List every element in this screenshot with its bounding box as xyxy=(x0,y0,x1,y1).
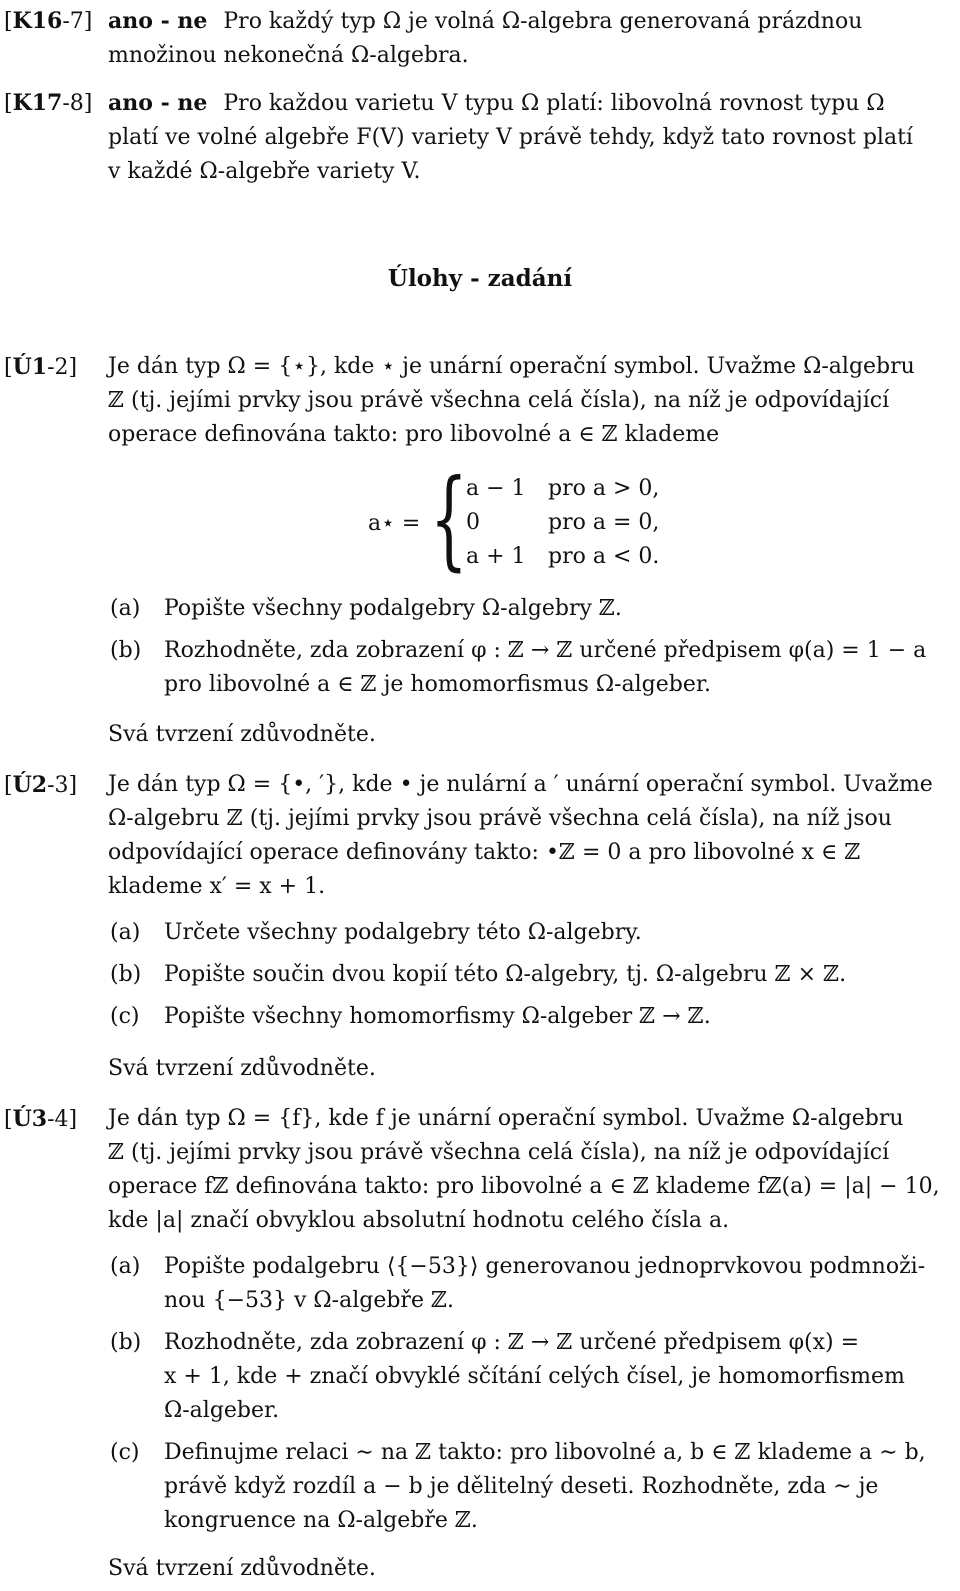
subtask-label: (b) xyxy=(110,638,142,663)
subtask-text: Popište všechny homomorfismy Ω-algeber ℤ → ℤ. xyxy=(164,1004,711,1029)
case-row xyxy=(466,506,660,540)
task-text-line: ℤ (tj. jejími prvky jsou právě všechna celá čísla), na níž je odpovídající xyxy=(108,1140,890,1165)
subtask-u1-b xyxy=(110,634,950,702)
subtask-text-line: Ω-algeber. xyxy=(164,1398,280,1423)
task-tag: [Ú2-3] xyxy=(4,772,78,798)
piecewise-definition xyxy=(368,457,768,582)
subtask-text-line: x + 1, kde + značí obvyklé sčítání celých čísel, je homomorfismem xyxy=(164,1364,905,1389)
subtask-label: (c) xyxy=(110,1004,140,1029)
subtask-label: (c) xyxy=(110,1440,140,1465)
question-text-line: Pro každou varietu V typu Ω platí: libovolná rovnost typu Ω xyxy=(223,91,885,116)
task-text-line: klademe x′ = x + 1. xyxy=(108,874,326,899)
subtask-label: (b) xyxy=(110,962,142,987)
task-text-line: kde |a| značí obvyklou absolutní hodnotu celého čísla a. xyxy=(108,1208,730,1233)
task-text-line: odpovídající operace definovány takto: •ℤ = 0 a pro libovolné x ∈ ℤ xyxy=(108,840,861,865)
case-expression: 0 xyxy=(466,510,480,535)
case-row xyxy=(466,540,660,574)
question-points: -7] xyxy=(62,9,93,34)
subtask-u3-b xyxy=(110,1326,950,1428)
task-u2 xyxy=(4,768,954,904)
task-text-line: ℤ (tj. jejími prvky jsou právě všechna celá čísla), na níž je odpovídající xyxy=(108,388,890,413)
subtask-text-line: pro libovolné a ∈ ℤ je homomorfismus Ω-algeber. xyxy=(164,672,711,697)
left-brace: { xyxy=(430,457,468,582)
task-text-line: operace fℤ definována takto: pro libovolné a ∈ ℤ klademe fℤ(a) = |a| − 10, xyxy=(108,1174,940,1199)
subtask-u3-a xyxy=(110,1250,950,1318)
case-condition: pro a < 0. xyxy=(548,544,660,569)
subtask-text-line: nou {−53} v Ω-algebře ℤ. xyxy=(164,1288,455,1313)
question-k16 xyxy=(4,4,954,73)
subtask-text: Popište všechny podalgebry Ω-algebry ℤ. xyxy=(164,596,622,621)
case-row xyxy=(466,472,660,506)
task-number: Ú2 xyxy=(12,772,48,798)
subtask-u1-a xyxy=(110,592,950,626)
task-tag: [Ú3-4] xyxy=(4,1106,78,1132)
question-tag: [K17-8] xyxy=(4,90,93,116)
subtask-u2-a xyxy=(110,916,950,950)
task-text-line: Ω-algebru ℤ (tj. jejími prvky jsou právě všechna celá čísla), na níž jsou xyxy=(108,806,892,831)
subtask-text-line: Definujme relaci ∼ na ℤ takto: pro libovolné a, b ∈ ℤ klademe a ∼ b, xyxy=(164,1440,926,1465)
task-points: -4] xyxy=(47,1107,78,1132)
task-text-line: Je dán typ Ω = {f}, kde f je unární operační symbol. Uvažme Ω-algebru xyxy=(108,1106,904,1131)
subtask-text-line: Rozhodněte, zda zobrazení φ : ℤ → ℤ určené předpisem φ(x) = xyxy=(164,1330,860,1355)
task-text-line: operace definována takto: pro libovolné a ∈ ℤ klademe xyxy=(108,422,720,447)
task-points: -2] xyxy=(47,355,78,380)
justify-note: Svá tvrzení zdůvodněte. xyxy=(108,722,376,747)
question-text-line: Pro každý typ Ω je volná Ω-algebra generovaná prázdnou xyxy=(223,9,863,34)
subtask-label: (a) xyxy=(110,596,141,621)
question-text-line: množinou nekonečná Ω-algebra. xyxy=(108,43,469,68)
task-u3 xyxy=(4,1102,954,1238)
subtask-text-line: kongruence na Ω-algebře ℤ. xyxy=(164,1508,478,1533)
subtask-u2-b xyxy=(110,958,950,992)
question-number: K16 xyxy=(12,8,63,34)
question-points: -8] xyxy=(62,91,93,116)
case-condition: pro a > 0, xyxy=(548,476,660,501)
subtask-u2-c xyxy=(110,1000,950,1034)
subtask-u3-c xyxy=(110,1436,950,1538)
subtask-label: (a) xyxy=(110,920,141,945)
subtask-label: (a) xyxy=(110,1254,141,1279)
piecewise-lhs: a⋆ = xyxy=(368,511,421,536)
task-text-line: Je dán typ Ω = {⋆}, kde ⋆ je unární operační symbol. Uvažme Ω-algebru xyxy=(108,354,915,379)
task-points: -3] xyxy=(47,773,78,798)
case-expression: a + 1 xyxy=(466,544,526,569)
question-text-line: v každé Ω-algebře variety V. xyxy=(108,159,421,184)
subtask-label: (b) xyxy=(110,1330,142,1355)
justify-note: Svá tvrzení zdůvodněte. xyxy=(108,1556,376,1581)
justify-note: Svá tvrzení zdůvodněte. xyxy=(108,1056,376,1081)
task-number: Ú1 xyxy=(12,354,48,380)
answer-choice[interactable]: ano - ne xyxy=(108,8,208,34)
task-u1 xyxy=(4,350,954,452)
question-number: K17 xyxy=(12,90,63,116)
question-tag: [K16-7] xyxy=(4,8,93,34)
task-text-line: Je dán typ Ω = {•, ′}, kde • je nulární a ′ unární operační symbol. Uvažme xyxy=(108,772,933,797)
subtask-text: Popište součin dvou kopií této Ω-algebry, tj. Ω-algebru ℤ × ℤ. xyxy=(164,962,847,987)
answer-choice[interactable]: ano - ne xyxy=(108,90,208,116)
task-number: Ú3 xyxy=(12,1106,48,1132)
subtask-text-line: právě když rozdíl a − b je dělitelný deseti. Rozhodněte, zda ∼ je xyxy=(164,1474,879,1499)
question-text-line: platí ve volné algebře F(V) variety V právě tehdy, když tato rovnost platí xyxy=(108,125,913,150)
subtask-text-line: Popište podalgebru ⟨{−53}⟩ generovanou jednoprvkovou podmnoži- xyxy=(164,1254,926,1279)
section-heading: Úlohy - zadání xyxy=(387,265,573,292)
case-condition: pro a = 0, xyxy=(548,510,660,535)
task-tag: [Ú1-2] xyxy=(4,354,78,380)
question-k17 xyxy=(4,86,954,189)
case-expression: a − 1 xyxy=(466,476,526,501)
subtask-text-line: Rozhodněte, zda zobrazení φ : ℤ → ℤ určené předpisem φ(a) = 1 − a xyxy=(164,638,927,663)
subtask-text: Určete všechny podalgebry této Ω-algebry. xyxy=(164,920,642,945)
